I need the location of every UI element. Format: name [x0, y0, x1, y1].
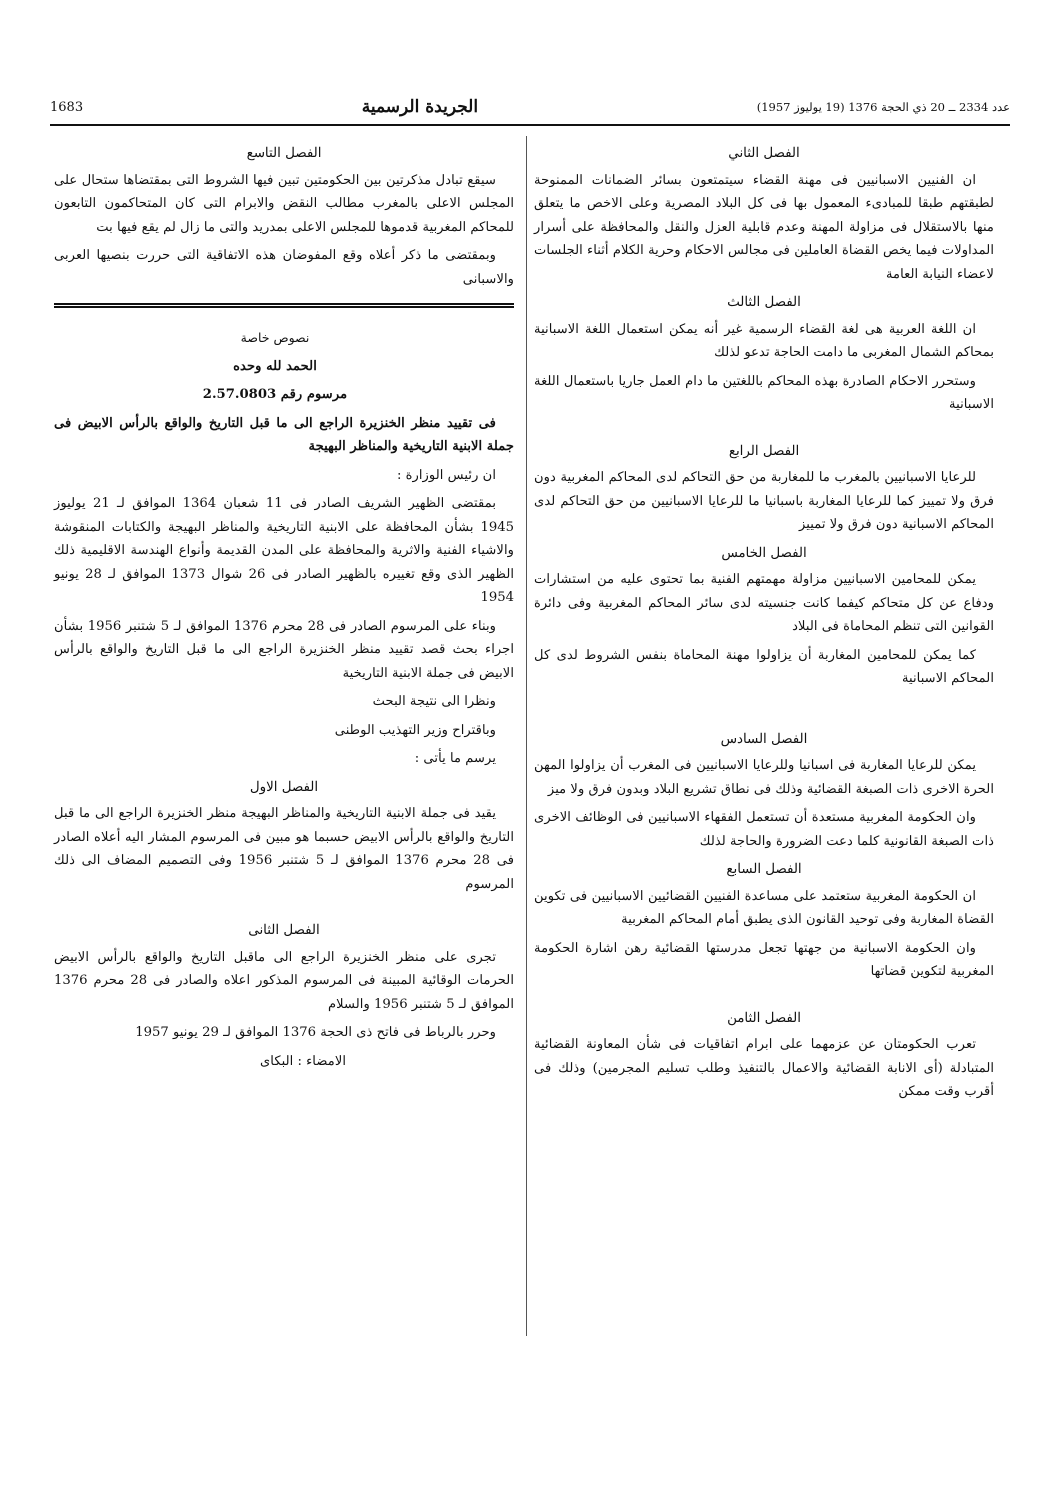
preamble-paragraph: ونظرا الى نتيجة البحث [372, 694, 496, 709]
paragraph: سيقع تبادل مذكرتين بين الحكومتين تبين فيها الشروط التى بمقتضاها ستحال على المجلس الاعلى بالمغرب مطالب النقض والابرام التى كان المتحاكمون التابعون للمحاكم المغربية قدموها للمجلس الاعلى بمدريد والتى ما زال لم يقع فيها بت [54, 172, 514, 235]
signature: الامضاء : البكاى [259, 1053, 346, 1069]
paragraph: وان الحكومة الاسبانية من جهتها تجعل مدرستها القضائية رهن اشارة الحكومة المغربية لتكوين قضاتها [534, 940, 994, 979]
paragraph: يمكن للرعايا المغاربة فى اسبانيا وللرعايا الاسبانيين فى المغرب أن يزاولوا المهن الحرة الاخرى ذات الصبغة القضائية وذلك فى نطاق تشريع البلاد وبدون فرق ولا ميز [534, 758, 994, 797]
section-heading: الفصل الثالث [727, 295, 801, 310]
article-heading: الفصل الاول [249, 779, 319, 795]
column-divider [526, 136, 527, 1336]
section-separator-rule [54, 303, 514, 308]
article-text: تجرى على منظر الخنزيرة الراجع الى ماقبل التاريخ والواقع بالرأس الابيض الحرمات الوقائية المبينة فى المرسوم المذكور اعلاه والصادر فى 28 محرم 1376 الموافق لـ 5 شتنبر 1956 والسلام [54, 949, 514, 1012]
section-heading: الفصل الرابع [728, 443, 800, 459]
preamble-paragraph: وباقتراح وزير التهذيب الوطنى [334, 722, 496, 738]
paragraph: ان اللغة العربية هى لغة القضاء الرسمية غير أنه يمكن استعمال اللغة الاسبانية بمحاكم الشمال المغربى ما دامت الحاجة تدعو لذلك [534, 321, 994, 360]
section-heading: الفصل الثامن [727, 1010, 801, 1026]
gazette-name: الجريدة الرسمية [361, 97, 479, 117]
section-heading: الفصل التاسع [246, 146, 322, 161]
closing-line: وحرر بالرباط فى فاتح ذى الحجة 1376 الموافق لـ 29 يونيو 1957 [135, 1025, 496, 1040]
invocation: الحمد لله وحده [233, 358, 317, 374]
header-rule [50, 124, 1010, 126]
paragraph: ان الحكومة المغربية ستعتمد على مساعدة الفنيين القضائيين الاسبانيين فى تكوين القضاة المغاربة وفى توحيد القانون الذى يطبق أمام المحاكم المغربية [534, 888, 994, 927]
decrees-statement: يرسم ما يأتى : [414, 751, 496, 766]
section-heading: الفصل الثاني [728, 146, 800, 161]
page-header [50, 92, 1010, 122]
article-heading: الفصل الثانى [248, 923, 320, 938]
left-column [54, 140, 514, 1078]
preamble-paragraph: بمقتضى الظهير الشريف الصادر فى 11 شعبان 1364 الموافق لـ 21 يوليوز 1945 بشأن المحافظة على الابنية التاريخية والمناظر البهيجة والكتابات المنقوشة والاشياء الفنية والاثرية والمحافظة على المدن القديمة وأنواع الهندسة الاقليمية ذلك الظهير الذى وقع تغييره بالظهير الصادر فى 26 شوال 1373 الموافق لـ 28 يونيو 1954 [54, 496, 515, 605]
paragraph: وان الحكومة المغربية مستعدة أن تستعمل الفقهاء الاسبانيين فى الوظائف الاخرى ذات الصبغة القانونية كلما دعت الضرورة والحاجة لذلك [534, 810, 994, 849]
issue-info: عدد 2334 ــ 20 ذي الحجة 1376 (19 يوليوز 1957) [756, 100, 1010, 114]
paragraph: تعرب الحكومتان عن عزمهما على ابرام اتفاقيات فى شأن المعاونة القضائية المتبادلة (أى الانابة القضائية والاعمال بالتنفيذ وطلب تسليم المجرمين) وذلك فى أقرب وقت ممكن [534, 1037, 994, 1099]
paragraph: كما يمكن للمحامين المغاربة أن يزاولوا مهنة المحاماة بنفس الشروط لدى كل المحاكم الاسبانية [534, 647, 994, 686]
paragraph: وبمقتضى ما ذكر أعلاه وقع المفوضان هذه الاتفاقية التى حررت بنصيها العربى والاسبانى [54, 248, 514, 287]
special-texts-label: نصوص خاصة [240, 330, 310, 345]
preamble-paragraph: وبناء على المرسوم الصادر فى 28 محرم 1376 الموافق لـ 5 شتنبر 1956 بشأن اجراء بحث قصد تقييد منظر الخنزيرة الراجع الى ما قبل التاريخ والواقع بالرأس الابيض فى جملة الابنية التاريخية [54, 618, 514, 681]
decree-subject: فى تقييد منظر الخنزيرة الراجع الى ما قبل التاريخ والواقع بالرأس الابيض فى جملة الابنية التاريخية والمناظر البهيجة [54, 415, 514, 454]
paragraph: يمكن للمحامين الاسبانيين مزاولة مهمتهم الفنية بما تحتوى عليه من استشارات ودفاع عن كل متحاكم كيفما كانت جنسيته لدى سائر المحاكم المغربية وفى دائرة القوانين التى تنظم المحاماة فى البلاد [534, 572, 994, 634]
decree-title: مرسوم رقم 2.57.0803 [202, 387, 348, 402]
addressee: ان رئيس الوزارة : [396, 467, 496, 483]
page-number: 1683 [50, 99, 84, 115]
right-column [534, 140, 994, 1109]
section-heading: الفصل السادس [720, 731, 808, 747]
section-heading: الفصل الخامس [721, 545, 807, 561]
paragraph: وستحرر الاحكام الصادرة بهذه المحاكم باللغتين ما دام العمل جاريا باستعمال اللغة الاسبانية [534, 373, 994, 412]
paragraph: للرعايا الاسبانيين بالمغرب ما للمغاربة من حق التحاكم لدى المحاكم المغربية دون فرق ولا تمييز كما للرعايا المغاربة باسبانيا ما للرعايا الاسبانيين من حق التحاكم لدى المحاكم الاسبانية دون فرق ولا تمييز [534, 470, 994, 532]
article-text: يقيد فى جملة الابنية التاريخية والمناظر البهيجة منظر الخنزيرة الراجع الى ما قبل التاريخ والواقع بالرأس الابيض حسبما هو مبين فى المرسوم المشار اليه أعلاه الصادر فى 28 محرم 1376 الموافق لـ 5 شتنبر 1956 وفى التصميم المضاف الى ذلك المرسوم [54, 806, 514, 892]
paragraph: ان الفنيين الاسبانيين فى مهنة القضاء سيتمتعون بسائر الضمانات الممنوحة لطبقتهم طبقا للمبادىء المعمول بها فى كل البلاد المصرية وعلى الاخص ما يتعلق منها بالاستقلال فى مزاولة المهنة وعدم قابلية العزل والنقل والمحافظة على أسرار المداولات فيما يخص القضاة العاملين فى مجالس الاحكام وحرية الكلام أثناء الجلسات لاعضاء النيابة العامة [534, 172, 994, 282]
section-heading: الفصل السابع [726, 862, 802, 877]
